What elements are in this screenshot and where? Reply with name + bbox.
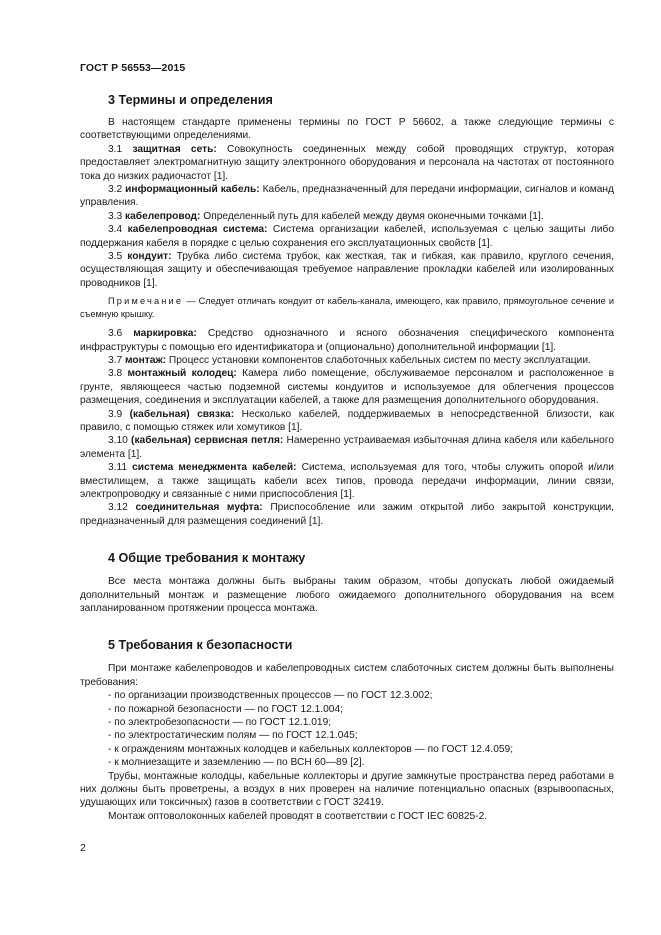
term-number: 3.3 [108, 210, 123, 222]
term-number: 3.4 [108, 224, 123, 236]
page-number: 2 [80, 842, 86, 854]
term-number: 3.12 [108, 502, 128, 514]
term-name: кабелепровод: [125, 210, 201, 222]
term-3-2 [80, 183, 614, 210]
note-label: Примечание [108, 296, 184, 307]
section-3-intro: В настоящем стандарте применены термины по ГОСТ Р 56602, а также следующие термины с соответствующими определениями. [80, 117, 614, 142]
term-3-8 [80, 367, 614, 407]
term-name: информационный кабель: [125, 184, 260, 196]
term-3-10 [80, 434, 614, 461]
document-code-header: ГОСТ Р 56553—2015 [80, 62, 186, 74]
term-name: монтажный колодец: [127, 368, 237, 380]
term-name: система менеджмента кабелей: [132, 462, 297, 474]
section-5-paragraph: Монтаж оптоволоконных кабелей проводят в соответствии с ГОСТ IEC 60825-2. [108, 810, 488, 822]
section-5-intro: При монтаже кабелепроводов и кабелепроводных систем слаботочных систем должны быть выполнены требования: [80, 663, 614, 688]
term-definition: Намеренно устраиваемая избыточная длина кабеля или кабельного элемента [1]. [80, 435, 614, 460]
term-3-1 [80, 143, 614, 183]
term-3-12 [80, 501, 614, 528]
term-definition: Средство однозначного и ясного обозначения специфического компонента инфраструктуры с помощью его идентификатора и (опционально) дополнительной информации [1]. [80, 328, 614, 353]
term-definition: Система организации кабелей, используемая с целью защиты либо поддержания кабеля в порядке с целью сохранения его эксплуатационных свойств [1]. [80, 224, 614, 249]
term-name: (кабельная) связка: [129, 408, 235, 420]
list-item: - к молниезащите и заземлению — по ВСН 60—89 [2]. [108, 757, 365, 769]
section-5-paragraph: Трубы, монтажные колодцы, кабельные коллекторы и другие замкнутые пространства перед работами в них должны быть проветрены, а воздух в них проверен на наличие потенциально опасных (взрывоопасных, удушающих или токсичных) газов в соответствии с ГОСТ 32419. [80, 770, 614, 809]
term-number: 3.7 [108, 354, 123, 366]
term-3-7 [80, 354, 614, 367]
term-definition: Несколько кабелей, поддерживаемых в непосредственной близости, как правило, с помощью стяжек или хомутиков [1]. [80, 408, 615, 433]
term-definition: Совокупность соединенных между собой проводящих структур, которая предоставляет электромагнитную защиту электронного оборудования и персонала на частотах от постоянного тока до низких радиочастот [1]. [80, 143, 614, 182]
section-5-title: 5 Требования к безопасности [108, 638, 293, 653]
term-number: 3.2 [108, 184, 123, 196]
term-name: маркировка: [133, 328, 197, 340]
term-definition: Приспособление или зажим открытой либо закрытой конструкции, предназначенный для размещения соединений [1]. [80, 502, 615, 527]
list-item: - по электробезопасности — по ГОСТ 12.1.019; [108, 717, 332, 729]
term-3-4 [80, 223, 614, 250]
note-text: — Следует отличать кондуит от кабель-канала, имеющего, как правило, прямоугольное сечение и съемную крышку. [80, 296, 614, 319]
term-name: соединительная муфта: [135, 502, 263, 514]
term-definition: Система, используемая для того, чтобы служить опорой и/или вместилищем, а также защищать кабели всех типов, провода передачи информации, линии связи, электропроводку и связанные с ними приспособления [1]. [80, 462, 614, 500]
term-number: 3.5 [108, 251, 123, 263]
term-number: 3.6 [108, 328, 123, 340]
term-3-5 [80, 250, 614, 290]
term-number: 3.1 [108, 143, 123, 155]
term-definition: Определенный путь для кабелей между двумя оконечными точками [1]. [203, 210, 544, 222]
term-definition: Процесс установки компонентов слаботочных кабельных систем по месту эксплуатации. [168, 354, 591, 366]
term-name: (кабельная) сервисная петля: [131, 435, 284, 447]
page-content [80, 90, 614, 823]
term-definition: Камера либо помещение, обслуживаемое персоналом и расположенное в грунте, являющееся частью подземной системы кондуитов и используемое для облегчения процессов размещения, соединения и эксплуатации кабелей, а также для размещения дополнительного оборудования. [80, 368, 614, 407]
list-item: - по организации производственных процессов — по ГОСТ 12.3.002; [108, 690, 433, 702]
term-3-3 [80, 210, 614, 223]
term-number: 3.9 [108, 408, 123, 420]
section-4-text: Все места монтажа должны быть выбраны таким образом, чтобы допускать любой ожидаемый дополнительный монтаж и размещение любого ожидаемого дополнительного оборудования на всем запланированном протяжении процесса монтажа. [80, 576, 614, 614]
list-item: - по электростатическим полям — по ГОСТ 12.1.045; [108, 730, 358, 742]
list-item: - по пожарной безопасности — по ГОСТ 12.1.004; [108, 703, 343, 715]
term-3-11 [80, 461, 614, 501]
term-name: кондуит: [127, 251, 172, 263]
term-name: монтаж: [125, 354, 167, 366]
term-number: 3.8 [108, 368, 123, 380]
term-definition: Трубка либо система трубок, как жесткая, так и гибкая, как правило, круглого сечения, осуществляющая защиту и обеспечивающая требуемое направление прокладки кабелей или изолированных проводников [1]. [80, 251, 614, 289]
list-item: - к ограждениям монтажных колодцев и кабельных коллекторов — по ГОСТ 12.4.059; [108, 743, 514, 755]
term-3-9 [80, 408, 614, 435]
section-3-title: 3 Термины и определения [108, 93, 273, 107]
term-name: кабелепроводная система: [127, 224, 268, 236]
term-number: 3.11 [108, 462, 128, 474]
section-4-title: 4 Общие требования к монтажу [108, 551, 306, 566]
note [80, 295, 614, 320]
term-name: защитная сеть: [132, 143, 217, 155]
term-3-6 [80, 327, 614, 354]
term-number: 3.10 [108, 435, 128, 447]
term-definition: Кабель, предназначенный для передачи информации, сигналов и команд управления. [80, 184, 614, 209]
